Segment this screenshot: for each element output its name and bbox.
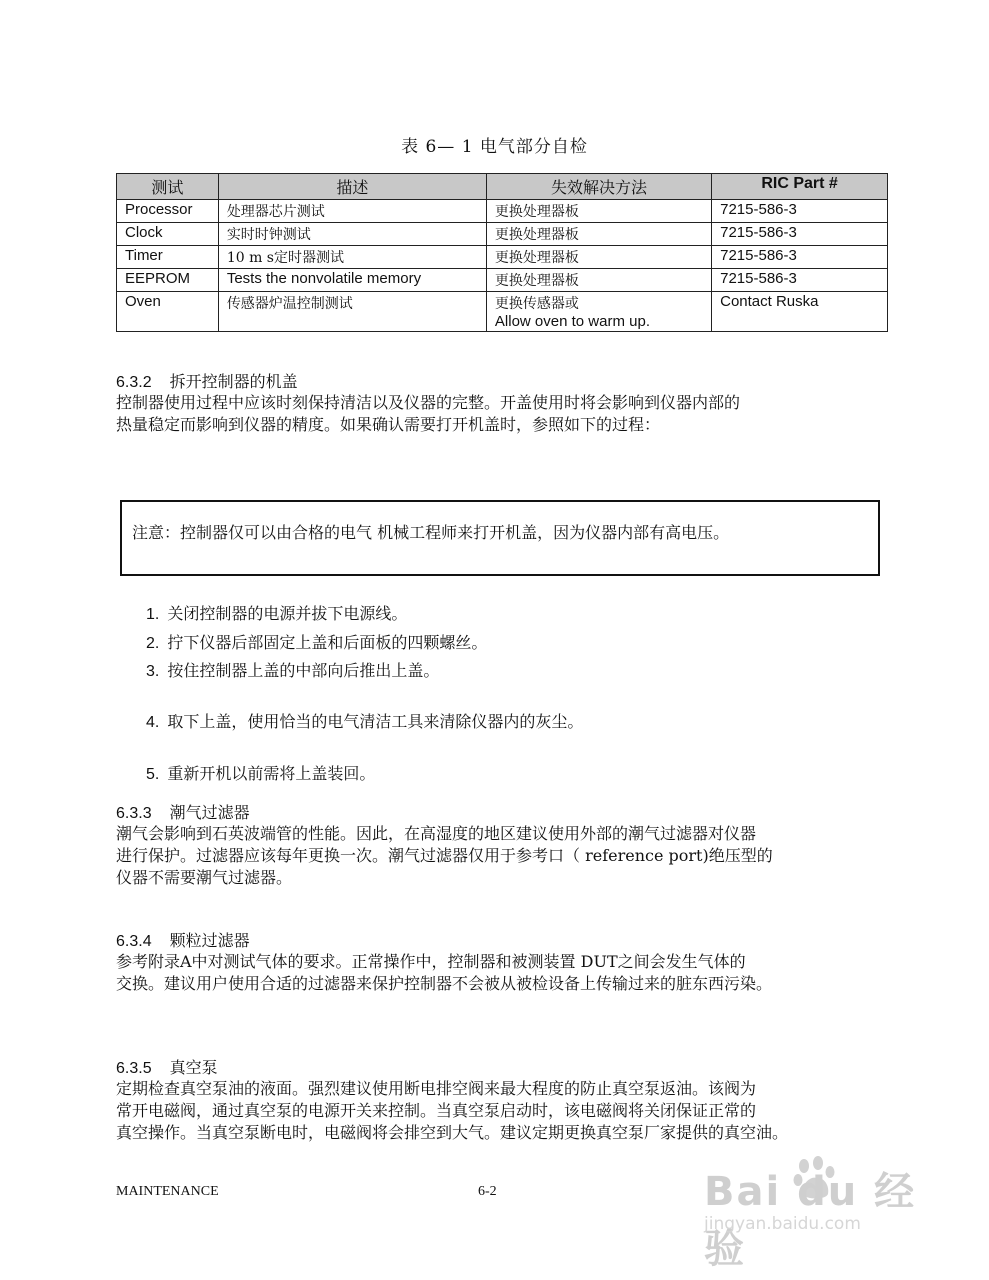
paragraph-line: 控制器使用过程中应该时刻保持清洁以及仪器的完整。开盖使用时将会影响到仪器内部的	[116, 393, 741, 412]
cell-description: 实时时钟测试	[218, 223, 486, 246]
cell-test: Timer	[117, 246, 219, 269]
table-row	[117, 200, 888, 223]
table-row	[117, 246, 888, 269]
section-title: 潮气过滤器	[169, 803, 250, 822]
header-test: 测试	[117, 174, 219, 200]
procedure-step	[146, 658, 439, 681]
step-number: 1.	[146, 606, 160, 623]
section-title: 颗粒过滤器	[169, 931, 250, 950]
cell-part: 7215-586-3	[712, 223, 888, 246]
procedure-step	[146, 709, 583, 732]
paragraph-line: 真空操作。当真空泵断电时，电磁阀将会排空到大气。建议定期更换真空泵厂家提供的真空油。	[116, 1123, 789, 1142]
cell-solution: 更换处理器板	[486, 223, 711, 246]
table-row	[117, 269, 888, 292]
section-number: 6.3.3	[116, 805, 152, 822]
watermark-url: jingyan.baidu.com	[704, 1214, 861, 1234]
cell-part: 7215-586-3	[712, 246, 888, 269]
step-number: 4.	[146, 714, 160, 731]
cell-test: Oven	[117, 292, 219, 332]
cell-test: EEPROM	[117, 269, 219, 292]
solution-line-1: 更换传感器或	[494, 296, 579, 312]
cell-solution: 更换处理器板	[486, 200, 711, 223]
step-text: 重新开机以前需将上盖装回。	[167, 764, 376, 783]
cell-part: 7215-586-3	[712, 269, 888, 292]
section-number: 6.3.4	[116, 933, 152, 950]
header-solution: 失效解决方法	[486, 174, 711, 200]
cell-description: 处理器芯片测试	[218, 200, 486, 223]
cell-solution	[486, 292, 711, 332]
table-row-oven	[117, 292, 888, 332]
cell-part: 7215-586-3	[712, 200, 888, 223]
procedure-step	[146, 761, 375, 784]
section-number: 6.3.2	[116, 374, 152, 391]
section-body-6-3-2	[116, 392, 906, 436]
cell-description: Tests the nonvolatile memory	[218, 269, 486, 292]
paragraph-line: 定期检查真空泵油的液面。强烈建议使用断电排空阀来最大程度的防止真空泵返油。该阀为	[116, 1079, 757, 1098]
header-part: RIC Part #	[712, 174, 888, 200]
section-heading-6-3-4	[116, 928, 250, 951]
step-text: 按住控制器上盖的中部向后推出上盖。	[167, 661, 440, 680]
paragraph-line: 仪器不需要潮气过滤器。	[116, 868, 293, 887]
cell-description: 10 m s定时器测试	[218, 246, 486, 269]
step-number: 3.	[146, 663, 160, 680]
procedure-step	[146, 630, 487, 653]
table-row	[117, 223, 888, 246]
section-heading-6-3-5	[116, 1055, 218, 1078]
watermark-brand: Bai du 经验	[704, 1169, 917, 1272]
cell-solution: 更换处理器板	[486, 269, 711, 292]
cell-solution: 更换处理器板	[486, 246, 711, 269]
paragraph-line: 热量稳定而影响到仪器的精度。如果确认需要打开机盖时，参照如下的过程：	[116, 415, 661, 434]
paragraph-line: 常开电磁阀，通过真空泵的电源开关来控制。当真空泵启动时，该电磁阀将关闭保证正常的	[116, 1101, 757, 1120]
section-heading-6-3-2	[116, 369, 298, 392]
solution-line-2: Allow oven to warm up.	[494, 313, 650, 330]
electrical-self-test-table	[116, 173, 888, 332]
paragraph-line: 交换。建议用户使用合适的过滤器来保护控制器不会被从被检设备上传输过来的脏东西污染。	[116, 974, 773, 993]
step-text: 取下上盖，使用恰当的电气清洁工具来清除仪器内的灰尘。	[167, 712, 584, 731]
footer-page-number: 6-2	[478, 1184, 497, 1199]
warning-note-box	[120, 500, 880, 576]
table-header-row	[117, 174, 888, 200]
section-body-6-3-5	[116, 1078, 906, 1144]
section-title: 真空泵	[169, 1058, 218, 1077]
baidu-watermark	[700, 1150, 940, 1272]
cell-test: Clock	[117, 223, 219, 246]
step-text: 关闭控制器的电源并拔下电源线。	[167, 604, 408, 623]
procedure-step	[146, 601, 407, 624]
warning-note-text: 注意：控制器仅可以由合格的电气 机械工程师来打开机盖，因为仪器内部有高电压。	[132, 523, 730, 542]
paragraph-line: 进行保护。过滤器应该每年更换一次。潮气过滤器仅用于参考口（ reference port)绝压型的	[116, 846, 773, 865]
paragraph-line: 参考附录A中对测试气体的要求。正常操作中，控制器和被测装置 DUT之间会发生气体的	[116, 952, 746, 971]
header-description: 描述	[218, 174, 486, 200]
section-body-6-3-4	[116, 951, 906, 995]
step-number: 5.	[146, 766, 160, 783]
section-title: 拆开控制器的机盖	[169, 372, 298, 391]
section-heading-6-3-3	[116, 800, 250, 823]
step-number: 2.	[146, 635, 160, 652]
cell-test: Processor	[117, 200, 219, 223]
paragraph-line: 潮气会影响到石英波端管的性能。因此，在高湿度的地区建议使用外部的潮气过滤器对仪器	[116, 824, 757, 843]
footer-section-label: MAINTENANCE	[116, 1184, 219, 1199]
section-number: 6.3.5	[116, 1060, 152, 1077]
section-body-6-3-3	[116, 823, 906, 889]
cell-description: 传感器炉温控制测试	[218, 292, 486, 332]
table-caption: 表 6— 1 电气部分自检	[401, 137, 588, 157]
step-text: 拧下仪器后部固定上盖和后面板的四颗螺丝。	[167, 633, 488, 652]
cell-part: Contact Ruska	[712, 292, 888, 332]
